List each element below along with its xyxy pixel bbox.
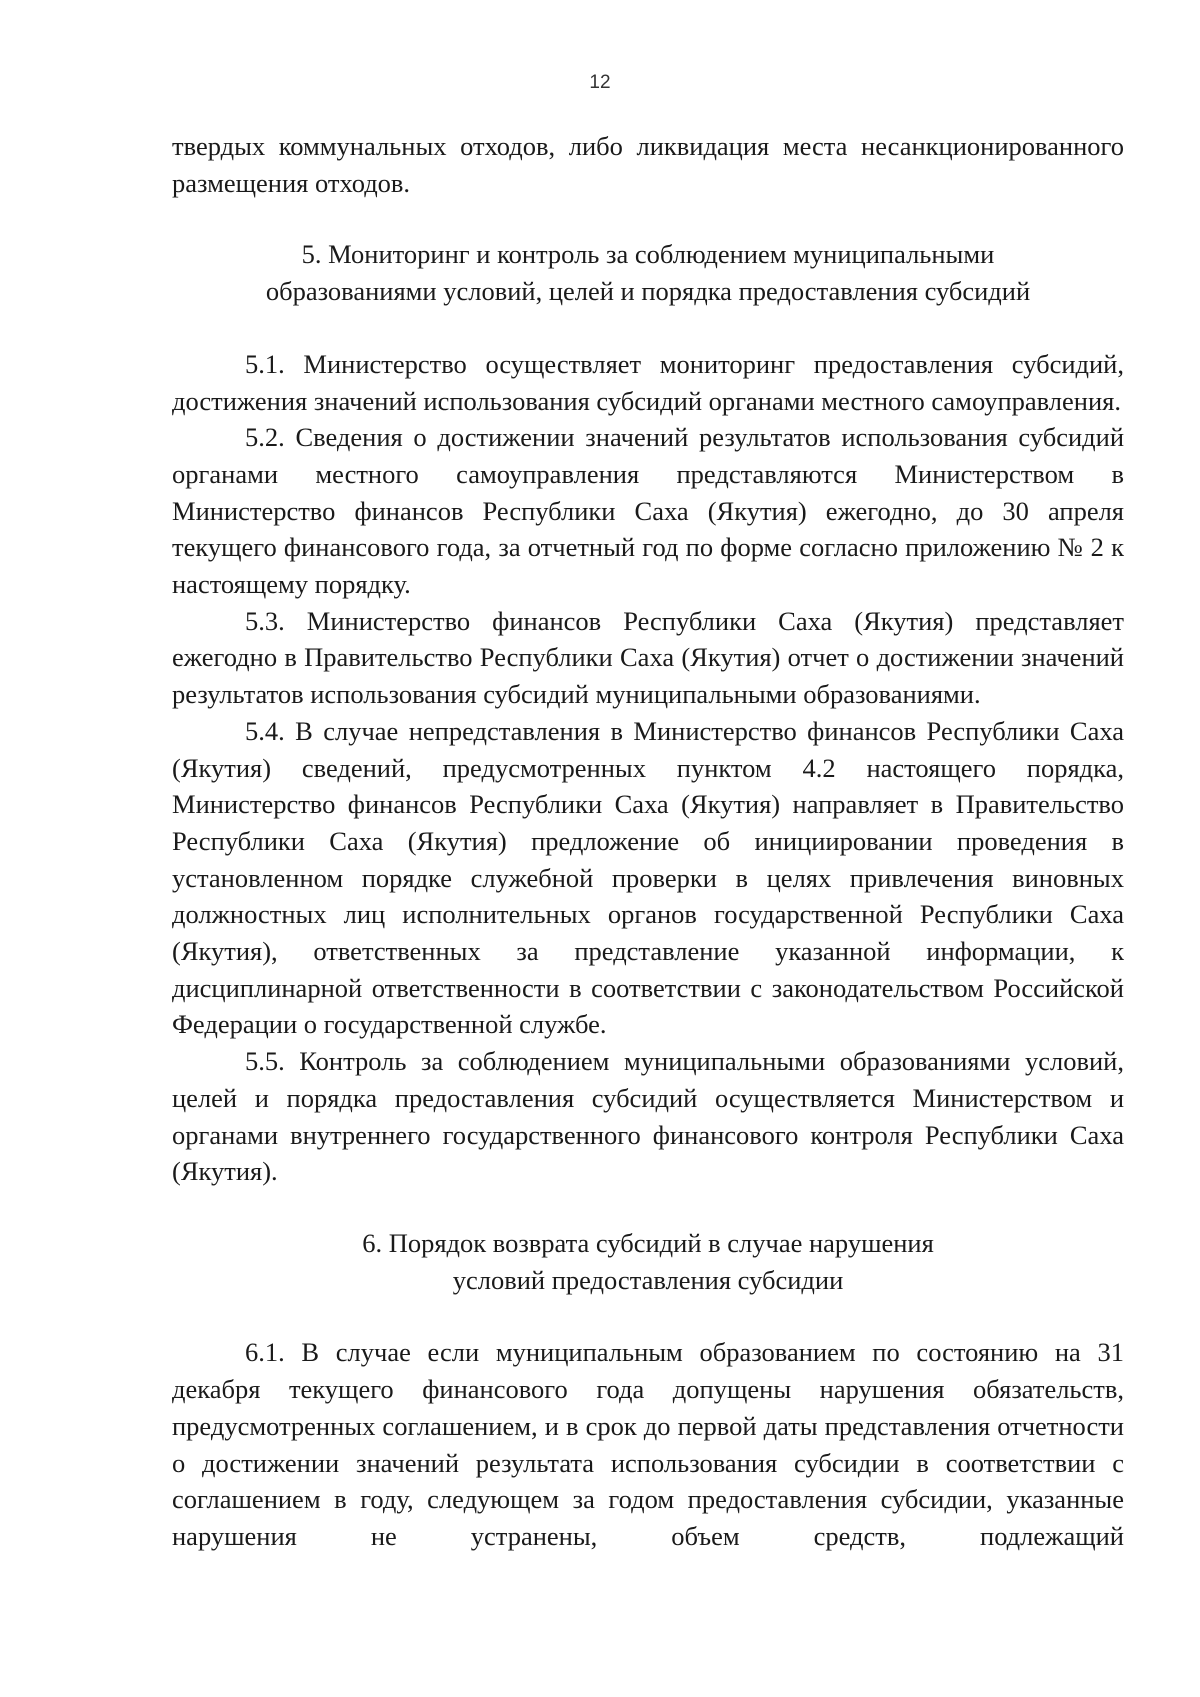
paragraph-5-4: 5.4. В случае непредставления в Министерство финансов Республики Саха (Якутия) сведений, предусмотренных пунктом 4.2 настоящего порядка, Министерство финансов Республики Саха (Якутия) направляет в Правительство Республики Саха (Якутия) предложение об инициировании проведения в установленном порядке служебной проверки в целях привлечения виновных должностных лиц исполнительных органов государственной Республики Саха (Якутия), ответственных за представление указанной информации, к дисциплинарной ответственности в соответствии с законодательством Российской Федерации о государственной службе. — [172, 715, 1124, 1040]
spacer — [172, 201, 1124, 236]
paragraph-5-1: 5.1. Министерство осуществляет мониторинг предоставления субсидий, достижения значений использования субсидий органами местного самоуправления. — [172, 348, 1124, 416]
paragraph-5-3: 5.3. Министерство финансов Республики Саха (Якутия) представляет ежегодно в Правительство Республики Саха (Якутия) отчет о достижении значений результатов использования субсидий муниципальными образованиями. — [172, 605, 1124, 710]
section-5-heading-line-1: 5. Мониторинг и контроль за соблюдением муниципальными — [301, 239, 995, 270]
spacer — [172, 310, 1124, 346]
paragraph-6-1: 6.1. В случае если муниципальным образованием по состоянию на 31 декабря текущего финансового года допущены нарушения обязательств, предусмотренных соглашением, и в срок до первой даты представления отчетности о достижении значений результата использования субсидии в соответствии с соглашением в году, следующем за годом предоставления субсидии, указанные нарушения не устранены, объем средств, подлежащий — [172, 1337, 1124, 1551]
paragraph-5-2: 5.2. Сведения о достижении значений результатов использования субсидий органами местного самоуправления представляются Министерством в Министерство финансов Республики Саха (Якутия) ежегодно, до 30 апреля текущего финансового года, за отчетный год по форме согласно приложению № 2 к настоящему порядку. — [172, 422, 1124, 600]
page-number: 12 — [589, 72, 611, 93]
document-body — [172, 128, 1124, 1555]
section-6-heading-line-1: 6. Порядок возврата субсидий в случае нарушения — [362, 1227, 934, 1258]
paragraph-5-5: 5.5. Контроль за соблюдением муниципальными образованиями условий, целей и порядка предоставления субсидий осуществляется Министерством и органами внутреннего государственного финансового контроля Республики Саха (Якутия). — [172, 1046, 1124, 1187]
section-5-heading — [172, 236, 1124, 309]
continuation-paragraph: твердых коммунальных отходов, либо ликвидация места несанкционированного размещения отходов. — [172, 131, 1124, 198]
section-6-heading-line-2: условий предоставления субсидии — [452, 1264, 844, 1295]
section-5-heading-line-2: образованиями условий, целей и порядка предоставления субсидий — [265, 276, 1031, 307]
section-6-heading — [172, 1225, 1124, 1298]
spacer — [172, 1298, 1124, 1334]
spacer — [172, 1190, 1124, 1225]
